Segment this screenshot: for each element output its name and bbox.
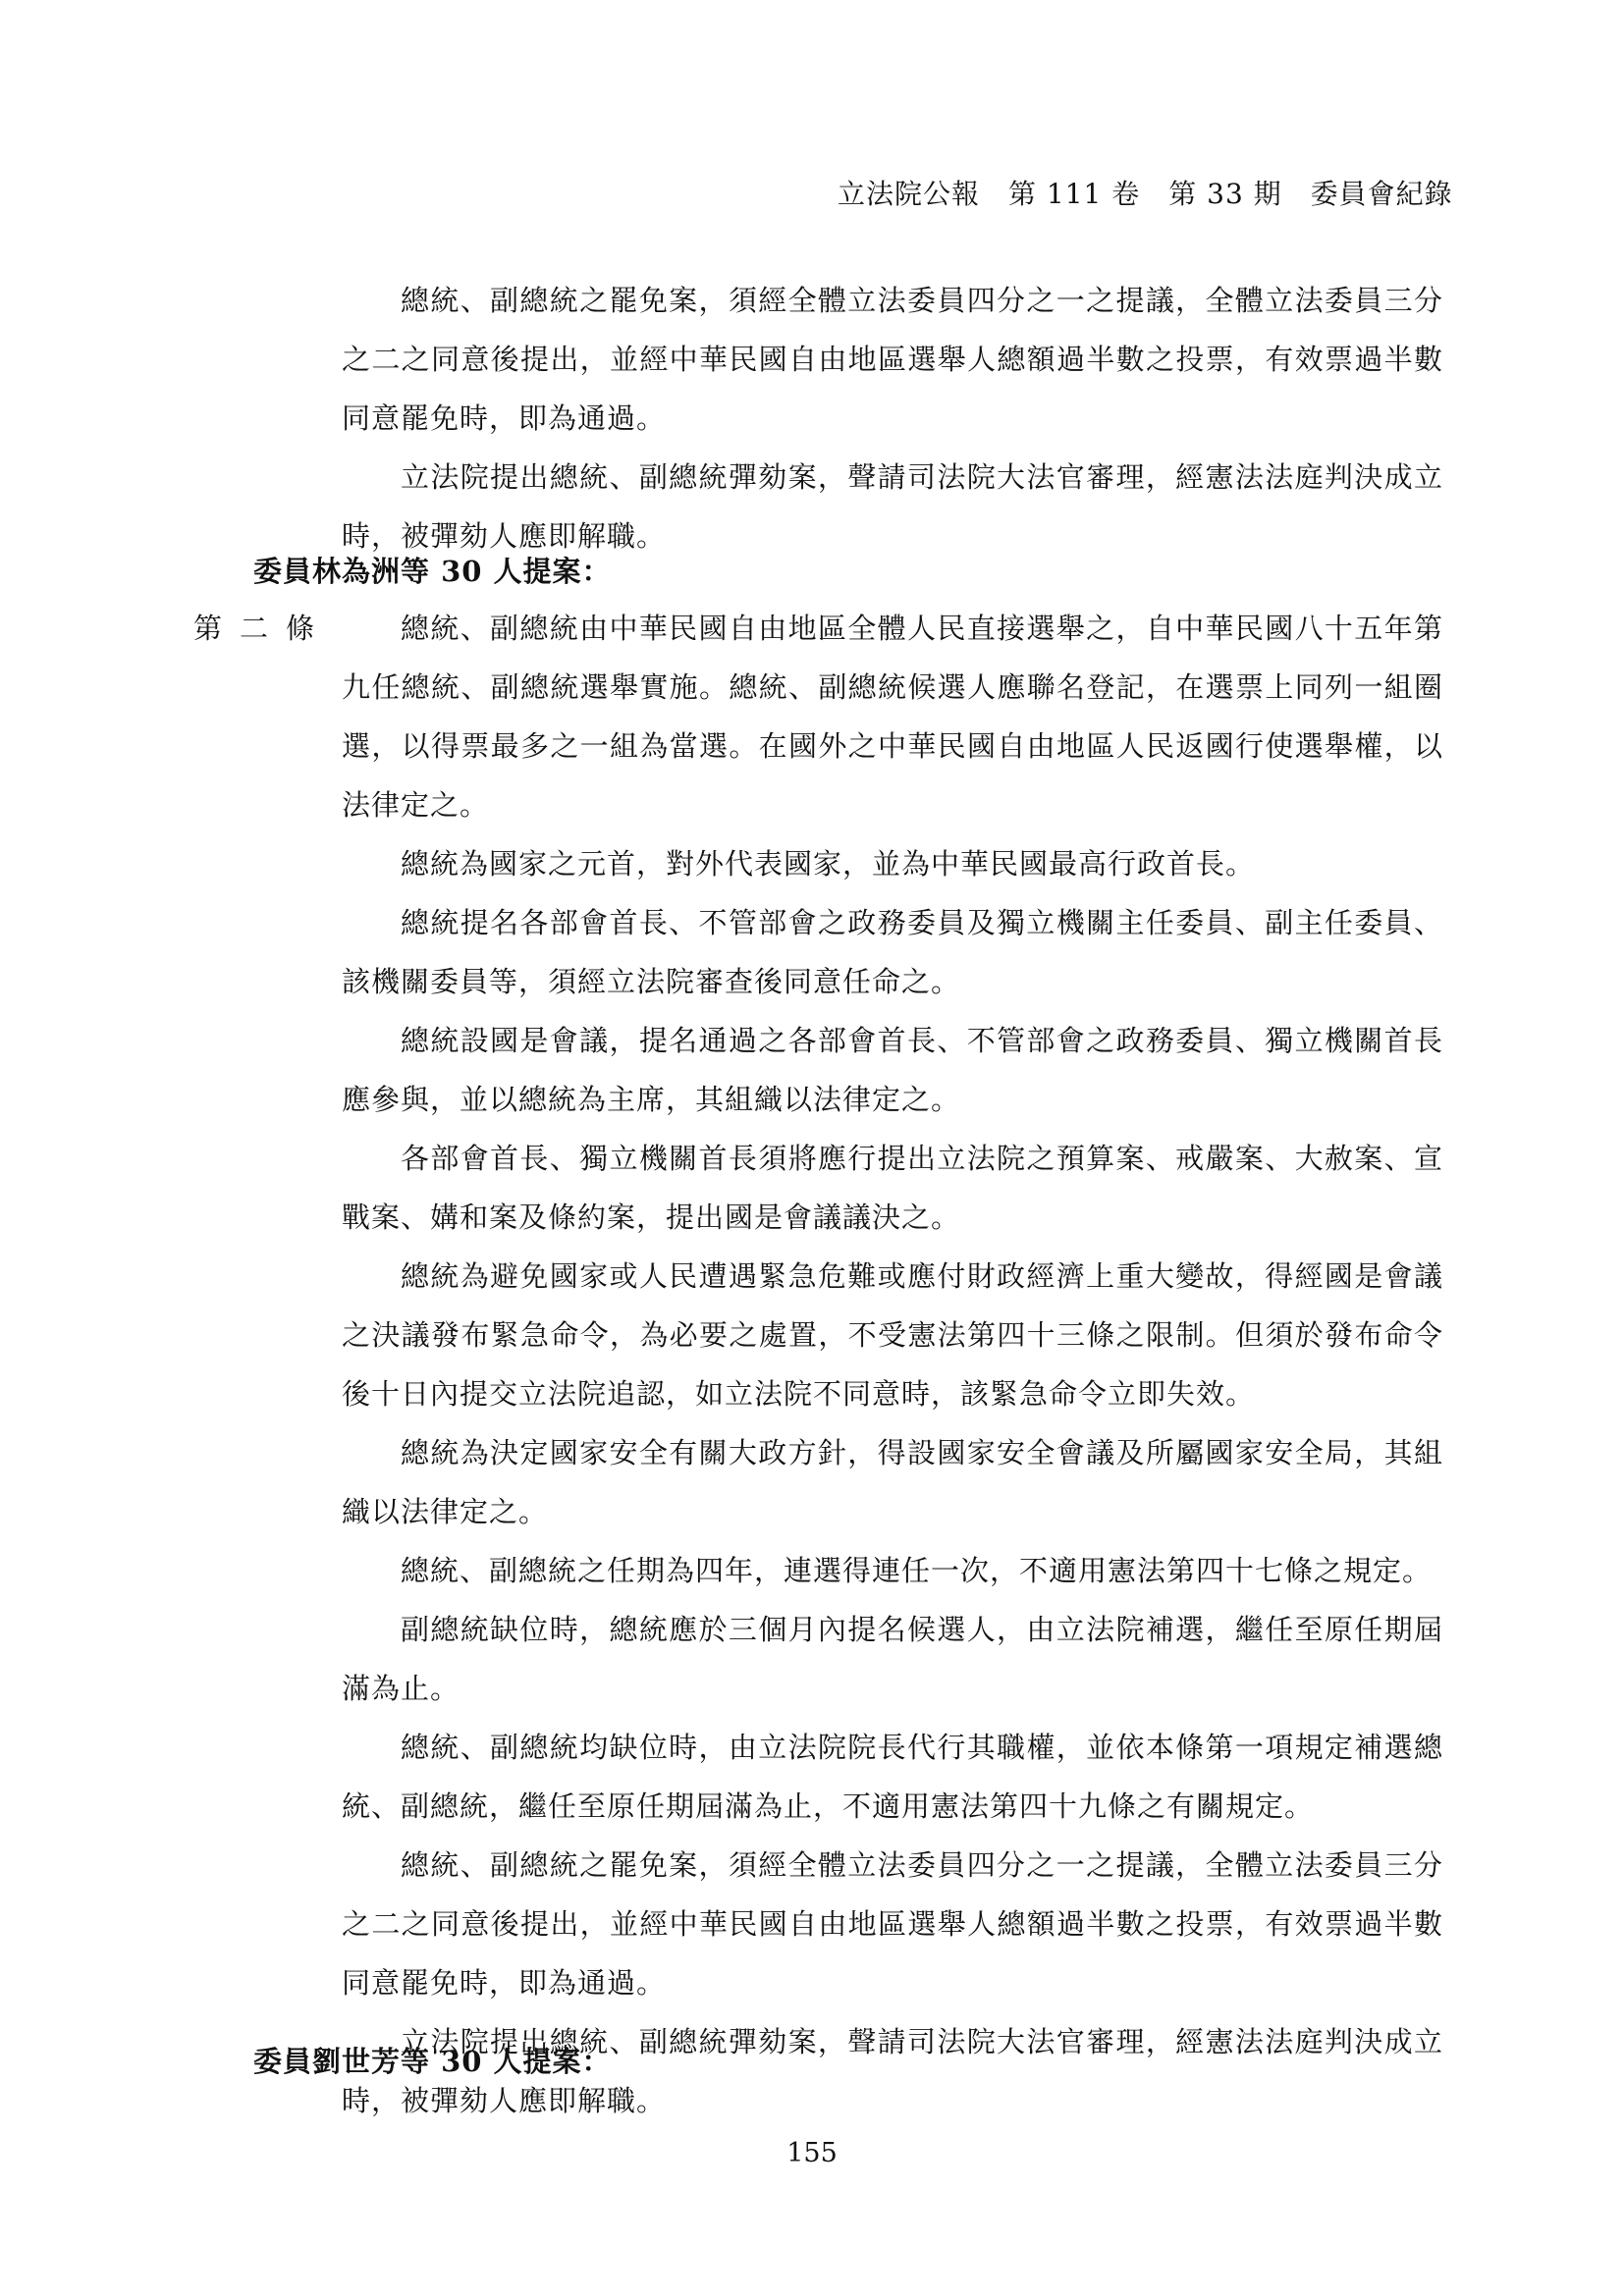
- page-number: 155: [786, 2138, 838, 2168]
- paragraph: 總統設國是會議，提名通過之各部會首長、不管部會之政務委員、獨立機關首長應參與，並以總統為主席，其組織以法律定之。: [342, 1024, 1443, 1116]
- paragraph: 總統、副總統由中華民國自由地區全體人民直接選舉之，自中華民國八十五年第九任總統、副總統選舉實施。總統、副總統候選人應聯名登記，在選票上同列一組圈選，以得票最多之一組為當選。在國外之中華民國自由地區人民返國行使選舉權，以法律定之。: [342, 612, 1443, 822]
- page-header: 立法院公報 第 111 卷 第 33 期 委員會紀錄: [838, 178, 1453, 210]
- paragraph: 總統提名各部會首長、不管部會之政務委員及獨立機關主任委員、副主任委員、該機關委員等，須經立法院審查後同意任命之。: [342, 906, 1443, 998]
- proposal-heading: 委員林為洲等 30 人提案：: [253, 555, 612, 588]
- paragraph: 總統、副總統之罷免案，須經全體立法委員四分之一之提議，全體立法委員三分之二之同意後提出，並經中華民國自由地區選舉人總額過半數之投票，有效票過半數同意罷免時，即為通過。: [342, 284, 1443, 435]
- paragraph: 立法院提出總統、副總統彈劾案，聲請司法院大法官審理，經憲法法庭判決成立時，被彈劾人應即解職。: [342, 2025, 1443, 2117]
- article-label: 第二條: [193, 612, 333, 645]
- paragraph: 總統為決定國家安全有關大政方針，得設國家安全會議及所屬國家安全局，其組織以法律定之。: [342, 1436, 1443, 1528]
- proposal-continuation: [342, 271, 1443, 565]
- article-body: [342, 599, 1443, 2130]
- paragraph: 立法院提出總統、副總統彈劾案，聲請司法院大法官審理，經憲法法庭判決成立時，被彈劾人應即解職。: [342, 460, 1443, 553]
- paragraph: 總統、副總統均缺位時，由立法院院長代行其職權，並依本條第一項規定補選總統、副總統，繼任至原任期屆滿為止，不適用憲法第四十九條之有關規定。: [342, 1731, 1443, 1823]
- paragraph: 總統、副總統之罷免案，須經全體立法委員四分之一之提議，全體立法委員三分之二之同意後提出，並經中華民國自由地區選舉人總額過半數之投票，有效票過半數同意罷免時，即為通過。: [342, 1848, 1443, 2000]
- paragraph: 總統為國家之元首，對外代表國家，並為中華民國最高行政首長。: [401, 847, 1256, 881]
- proposal-heading: 委員劉世芳等 30 人提案：: [253, 2045, 612, 2078]
- paragraph: 總統、副總統之任期為四年，連選得連任一次，不適用憲法第四十七條之規定。: [401, 1554, 1433, 1587]
- paragraph: 總統為避免國家或人民遭遇緊急危難或應付財政經濟上重大變故，得經國是會議之決議發布緊急命令，為必要之處置，不受憲法第四十三條之限制。但須於發布命令後十日內提交立法院追認，如立法院不同意時，該緊急命令立即失效。: [342, 1259, 1443, 1411]
- paragraph: 副總統缺位時，總統應於三個月內提名候選人，由立法院補選，繼任至原任期屆滿為止。: [342, 1613, 1443, 1705]
- paragraph: 各部會首長、獨立機關首長須將應行提出立法院之預算案、戒嚴案、大赦案、宣戰案、媾和案及條約案，提出國是會議議決之。: [342, 1142, 1443, 1234]
